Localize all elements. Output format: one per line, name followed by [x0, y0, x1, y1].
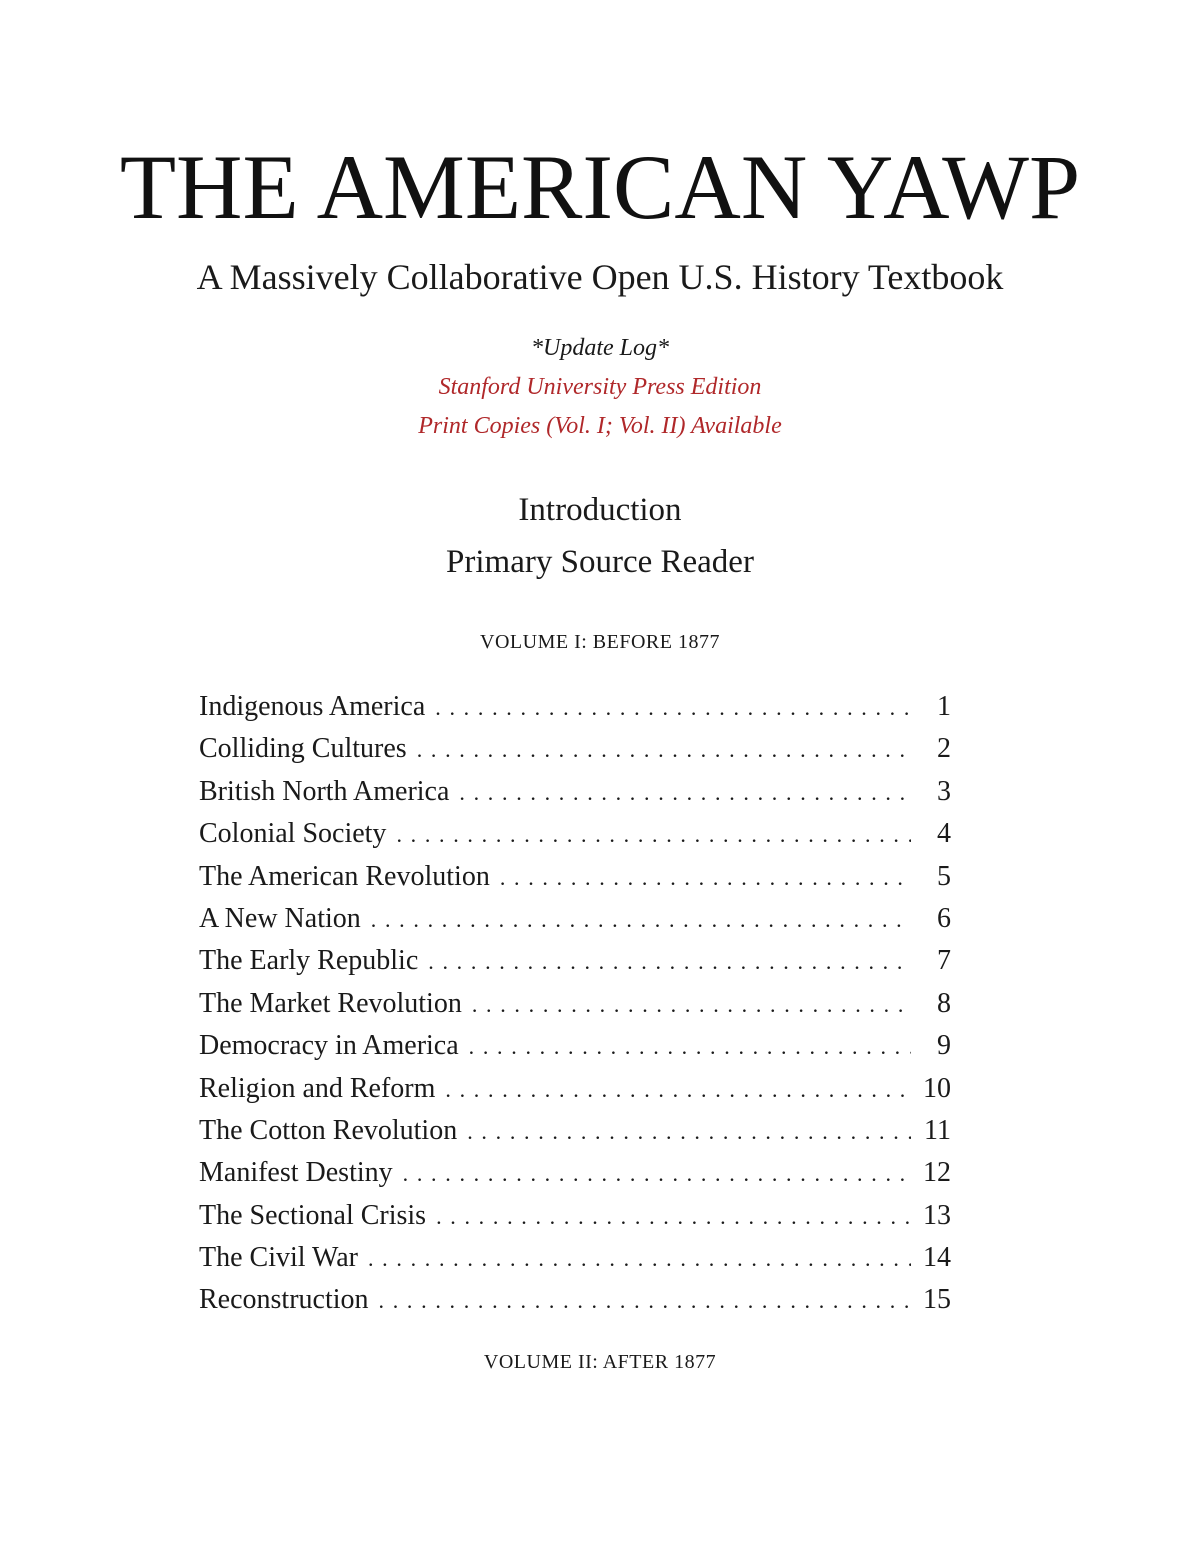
toc-chapter-title[interactable]: A New Nation	[199, 902, 361, 934]
toc-chapter-number[interactable]: 15	[923, 1284, 951, 1316]
toc-chapter-row[interactable]	[199, 1195, 951, 1237]
toc-dot-leader	[428, 941, 911, 983]
toc-chapter-number[interactable]: 11	[924, 1114, 951, 1146]
toc-chapter-row[interactable]	[199, 813, 951, 855]
toc-dot-leader	[445, 1069, 911, 1111]
introduction-link[interactable]: Introduction	[518, 492, 682, 528]
volume-1-heading: VOLUME I: BEFORE 1877	[480, 631, 720, 653]
toc-chapter-title[interactable]: Reconstruction	[199, 1284, 369, 1316]
toc-chapter-number[interactable]: 12	[923, 1157, 951, 1189]
toc-chapter-title[interactable]: Democracy in America	[199, 1030, 459, 1062]
toc-dot-leader	[368, 1238, 911, 1280]
toc-chapter-number[interactable]: 14	[923, 1242, 951, 1274]
toc-chapter-number[interactable]: 13	[923, 1199, 951, 1231]
toc-chapter-title[interactable]: The Civil War	[199, 1242, 358, 1274]
toc-chapter-number[interactable]: 5	[937, 860, 951, 892]
toc-chapter-row[interactable]	[199, 1152, 951, 1194]
volume-2-heading: VOLUME II: AFTER 1877	[483, 1351, 717, 1373]
toc-chapter-row[interactable]	[199, 1025, 951, 1067]
toc-dot-leader	[403, 1153, 911, 1195]
toc-dot-leader	[379, 1280, 911, 1322]
toc-chapter-number[interactable]: 9	[937, 1030, 951, 1062]
toc-dot-leader	[459, 772, 911, 814]
toc-chapter-row[interactable]	[199, 1237, 951, 1279]
toc-chapter-title[interactable]: Indigenous America	[199, 691, 426, 722]
toc-chapter-number[interactable]: 8	[937, 987, 951, 1019]
toc-dot-leader	[435, 687, 911, 729]
toc-chapter-title[interactable]: The Cotton Revolution	[199, 1114, 458, 1146]
toc-chapter-title[interactable]: The Market Revolution	[199, 987, 462, 1019]
toc-chapter-title[interactable]: Colonial Society	[199, 818, 387, 850]
toc-chapter-row[interactable]	[199, 940, 951, 982]
press-edition-line	[0, 371, 1200, 403]
toc-chapter-number[interactable]: 6	[937, 902, 951, 934]
toc-chapter-title[interactable]: Manifest Destiny	[199, 1157, 393, 1189]
toc-dot-leader	[417, 729, 911, 771]
toc-dot-leader	[500, 857, 911, 899]
toc-chapter-number[interactable]: 1	[937, 691, 951, 722]
toc-chapter-row[interactable]	[199, 771, 951, 813]
toc-chapter-row[interactable]	[199, 728, 951, 770]
print-copies-link[interactable]: Print Copies (Vol. I; Vol. II) Available	[418, 413, 782, 439]
toc-chapter-title[interactable]: The Sectional Crisis	[199, 1199, 427, 1231]
toc-chapter-title[interactable]: Religion and Reform	[199, 1072, 436, 1104]
toc-chapter-row[interactable]	[199, 898, 951, 940]
toc-chapter-number[interactable]: 3	[937, 775, 951, 807]
press-edition-link[interactable]: Stanford University Press Edition	[438, 374, 762, 400]
toc-chapter-title[interactable]: Colliding Cultures	[199, 733, 407, 765]
update-log-link[interactable]: *Update Log*	[531, 335, 669, 361]
toc-dot-leader	[436, 1196, 911, 1238]
toc-chapter-row[interactable]	[199, 1279, 951, 1321]
toc-chapter-row[interactable]	[199, 856, 951, 898]
volume-1-table-of-contents	[199, 686, 951, 1322]
toc-chapter-number[interactable]: 7	[937, 945, 951, 977]
toc-chapter-title[interactable]: The Early Republic	[199, 945, 419, 977]
toc-dot-leader	[371, 899, 911, 941]
toc-chapter-number[interactable]: 2	[937, 733, 951, 765]
toc-chapter-title[interactable]: The American Revolution	[199, 860, 490, 892]
toc-dot-leader	[472, 984, 911, 1026]
toc-chapter-row[interactable]	[199, 686, 951, 728]
toc-chapter-row[interactable]	[199, 1110, 951, 1152]
page-title: THE AMERICAN YAWP	[119, 136, 1081, 238]
print-copies-line	[0, 410, 1200, 442]
toc-dot-leader	[469, 1026, 911, 1068]
toc-chapter-number[interactable]: 10	[923, 1072, 951, 1104]
toc-dot-leader	[396, 814, 911, 856]
toc-dot-leader	[467, 1111, 911, 1153]
toc-chapter-number[interactable]: 4	[937, 818, 951, 850]
toc-chapter-title[interactable]: British North America	[199, 775, 450, 807]
toc-chapter-row[interactable]	[199, 983, 951, 1025]
primary-source-reader-link[interactable]: Primary Source Reader	[446, 544, 754, 580]
page-subtitle: A Massively Collaborative Open U.S. History Textbook	[196, 257, 1004, 297]
toc-chapter-row[interactable]	[199, 1068, 951, 1110]
